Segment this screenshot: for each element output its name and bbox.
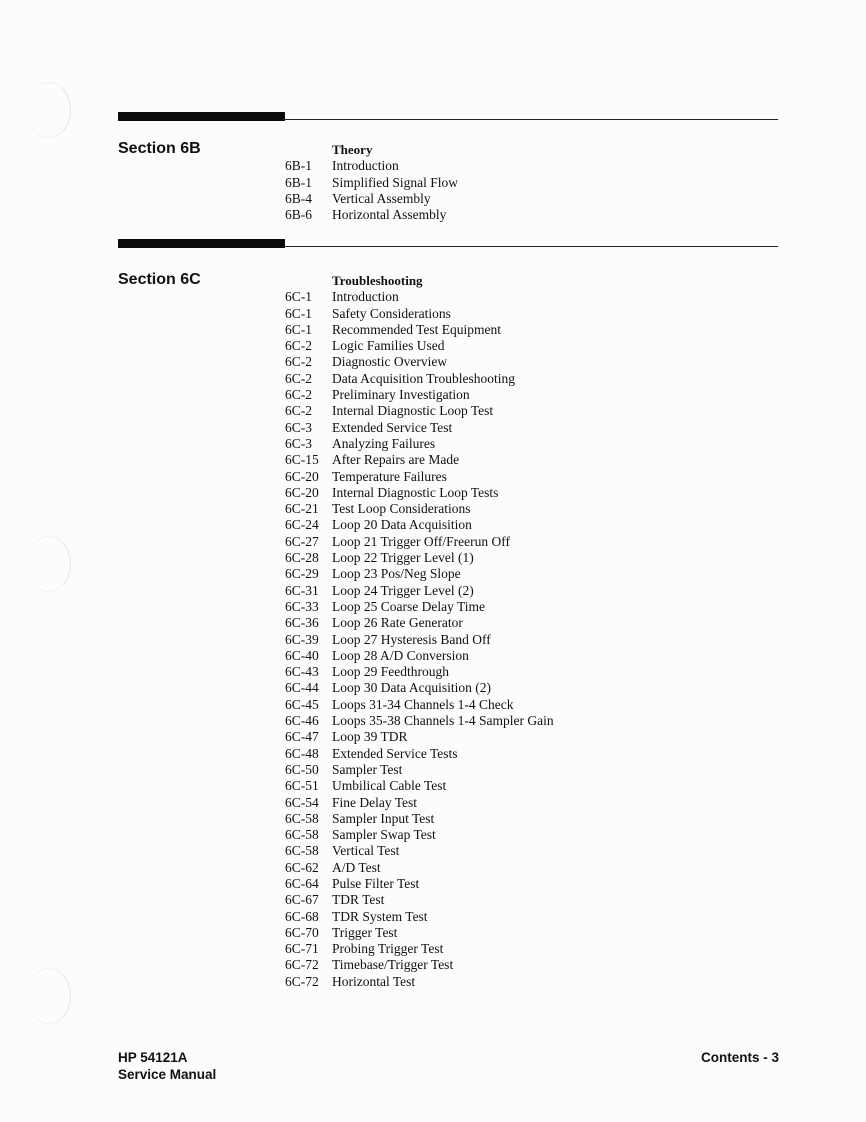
toc-entry [285,599,554,615]
toc-heading: Theory [332,142,373,157]
toc-entry-page: 6C-24 [285,517,319,533]
toc-entry-page: 6C-28 [285,550,319,566]
toc-entry-page: 6C-58 [285,827,319,843]
toc-entry-title: Loop 30 Data Acquisition (2) [332,680,491,696]
toc-entry-page: 6C-2 [285,403,312,419]
toc-entry [285,925,554,941]
toc-entry [285,485,554,501]
toc-entry [285,517,554,533]
toc-entry-title: Sampler Swap Test [332,827,436,843]
toc-entry [285,713,554,729]
toc-entry-page: 6C-43 [285,664,319,680]
toc-entry-title: Loop 29 Feedthrough [332,664,449,680]
toc-entry-title: Simplified Signal Flow [332,174,459,190]
toc-entry-page: 6C-47 [285,729,319,745]
toc-entry [285,583,554,599]
toc-entry-page: 6C-31 [285,582,319,598]
toc-entry-page: 6C-40 [285,647,319,663]
toc-entry-page: 6C-72 [285,973,319,989]
toc-entry [285,615,554,631]
toc-entry-page: 6B-6 [285,207,312,223]
toc-entry [285,354,554,370]
toc-entry-title: After Repairs are Made [332,452,460,468]
toc-entry-page: 6C-2 [285,370,312,386]
toc-entry-title: Pulse Filter Test [332,875,420,891]
section-label-6b: Section 6B [118,140,201,157]
toc-entry-title: Extended Service Test [332,419,453,435]
toc-entry [285,843,554,859]
toc-entry-title: TDR Test [332,892,385,908]
toc-entry-page: 6C-27 [285,533,319,549]
toc-entry-page: 6C-70 [285,924,319,940]
toc-entry-page: 6C-3 [285,419,312,435]
toc-entry-title: Timebase/Trigger Test [332,957,454,973]
toc-entry-title: Safety Considerations [332,305,451,321]
toc-entry [285,338,554,354]
toc-entry-page: 6C-48 [285,745,319,761]
toc-entry-page: 6C-20 [285,468,319,484]
toc-entry-page: 6C-33 [285,598,319,614]
toc-entry [285,501,554,517]
toc-entry-page: 6C-50 [285,761,319,777]
toc-entry [285,632,554,648]
toc-entry [285,697,554,713]
toc-entry-page: 6C-45 [285,696,319,712]
toc-entry-title: Trigger Test [332,924,398,940]
toc-entry-page: 6B-1 [285,158,312,174]
toc-entry [285,452,554,468]
binder-hole-shadow [26,536,71,592]
toc-entry-page: 6C-39 [285,631,319,647]
toc-entry [285,729,554,745]
toc-entry-page: 6C-58 [285,810,319,826]
toc-entry-page: 6C-2 [285,387,312,403]
toc-heading: Troubleshooting [332,273,423,288]
toc-entry-title: Loops 31-34 Channels 1-4 Check [332,696,514,712]
toc-section-6c [285,273,554,990]
toc-entry-title: Test Loop Considerations [332,501,471,517]
section-divider-rule [118,112,778,121]
toc-entry-title: Preliminary Investigation [332,387,470,403]
toc-entry-page: 6C-64 [285,875,319,891]
toc-entry [285,207,458,223]
toc-entry [285,648,554,664]
toc-entry-title: Loop 22 Trigger Level (1) [332,550,474,566]
toc-entry-page: 6C-44 [285,680,319,696]
toc-entry-title: Diagnostic Overview [332,354,448,370]
footer-page-label: Contents - 3 [700,1050,779,1065]
toc-entry-page: 6C-72 [285,957,319,973]
toc-entry-title: Logic Families Used [332,338,445,354]
toc-entry [285,420,554,436]
toc-entry-title: Introduction [332,158,399,174]
toc-entry [285,680,554,696]
toc-entry [285,322,554,338]
toc-entry-page: 6C-36 [285,615,319,631]
toc-entry [285,550,554,566]
toc-entry [285,175,458,191]
toc-entry [285,534,554,550]
toc-entry-page: 6C-21 [285,501,319,517]
toc-entry-title: Loop 21 Trigger Off/Freerun Off [332,533,510,549]
toc-section-6b [285,142,458,223]
binder-hole-shadow [26,82,71,138]
toc-entry [285,892,554,908]
toc-entry [285,876,554,892]
toc-entry-title: Fine Delay Test [332,794,418,810]
toc-entry [285,941,554,957]
toc-entry-title: Recommended Test Equipment [332,321,502,337]
toc-entry-page: 6C-67 [285,892,319,908]
toc-entry-title: Internal Diagnostic Loop Tests [332,484,499,500]
toc-entry-title: Loop 39 TDR [332,729,408,745]
toc-entry-page: 6B-1 [285,174,312,190]
toc-entry-title: Loop 23 Pos/Neg Slope [332,566,461,582]
toc-entry-title: Analyzing Failures [332,435,436,451]
toc-entry-title: A/D Test [332,859,381,875]
toc-entry-title: Loop 28 A/D Conversion [332,647,469,663]
toc-entry [285,957,554,973]
toc-entry-title: Temperature Failures [332,468,447,484]
toc-entry-title: Horizontal Test [332,973,416,989]
toc-entry-page: 6C-46 [285,713,319,729]
toc-entry [285,403,554,419]
toc-entry [285,469,554,485]
toc-entry-page: 6C-68 [285,908,319,924]
toc-entry-page: 6B-4 [285,190,312,206]
section-label-6c: Section 6C [118,271,201,288]
toc-entry [285,974,554,990]
toc-entry-page: 6C-51 [285,778,319,794]
toc-entry [285,289,554,305]
toc-entry [285,306,554,322]
toc-entry-page: 6C-62 [285,859,319,875]
section-divider-rule [118,239,778,248]
toc-entry-title: Loop 25 Coarse Delay Time [332,598,485,614]
toc-entry-title: Vertical Test [332,843,400,859]
toc-entry-title: Introduction [332,289,399,305]
toc-entry-title: Horizontal Assembly [332,207,447,223]
toc-entry-page: 6C-71 [285,941,319,957]
toc-entry-title: Loop 20 Data Acquisition [332,517,472,533]
toc-entry [285,860,554,876]
toc-entry-title: Probing Trigger Test [332,941,444,957]
toc-entry-page: 6C-54 [285,794,319,810]
toc-entry [285,566,554,582]
toc-entry-page: 6C-2 [285,354,312,370]
toc-entry-title: Sampler Input Test [332,810,435,826]
toc-entry-page: 6C-20 [285,484,319,500]
toc-entry [285,811,554,827]
toc-entry [285,746,554,762]
footer-manual: Service Manual [118,1067,217,1082]
toc-entry-title: Loop 26 Rate Generator [332,615,463,631]
toc-entry-page: 6C-1 [285,305,312,321]
toc-entry-page: 6C-2 [285,338,312,354]
toc-entry-page: 6C-3 [285,435,312,451]
toc-entry [285,191,458,207]
toc-entry-title: Data Acquisition Troubleshooting [332,370,516,386]
toc-entry-title: Sampler Test [332,761,403,777]
toc-entry-title: Internal Diagnostic Loop Test [332,403,494,419]
toc-entry [285,387,554,403]
toc-entry [285,762,554,778]
toc-entry [285,158,458,174]
toc-entry-title: Loop 24 Trigger Level (2) [332,582,474,598]
toc-entry-page: 6C-29 [285,566,319,582]
toc-entry-page: 6C-1 [285,289,312,305]
toc-entry-title: Umbilical Cable Test [332,778,447,794]
toc-entry-title: Extended Service Tests [332,745,458,761]
toc-entry-page: 6C-58 [285,843,319,859]
toc-entry-title: TDR System Test [332,908,428,924]
toc-entry-title: Vertical Assembly [332,190,431,206]
toc-entry-page: 6C-15 [285,452,319,468]
footer-product-info [118,1049,216,1083]
toc-entry [285,664,554,680]
toc-entry [285,371,554,387]
binder-hole-shadow [26,968,71,1024]
toc-entry-page: 6C-1 [285,321,312,337]
toc-entry [285,436,554,452]
footer-product: HP 54121A [118,1050,188,1065]
toc-entry-title: Loop 27 Hysteresis Band Off [332,631,491,647]
toc-entry [285,909,554,925]
toc-entry-title: Loops 35-38 Channels 1-4 Sampler Gain [332,713,554,729]
toc-entry [285,827,554,843]
toc-entry [285,778,554,794]
toc-entry [285,795,554,811]
